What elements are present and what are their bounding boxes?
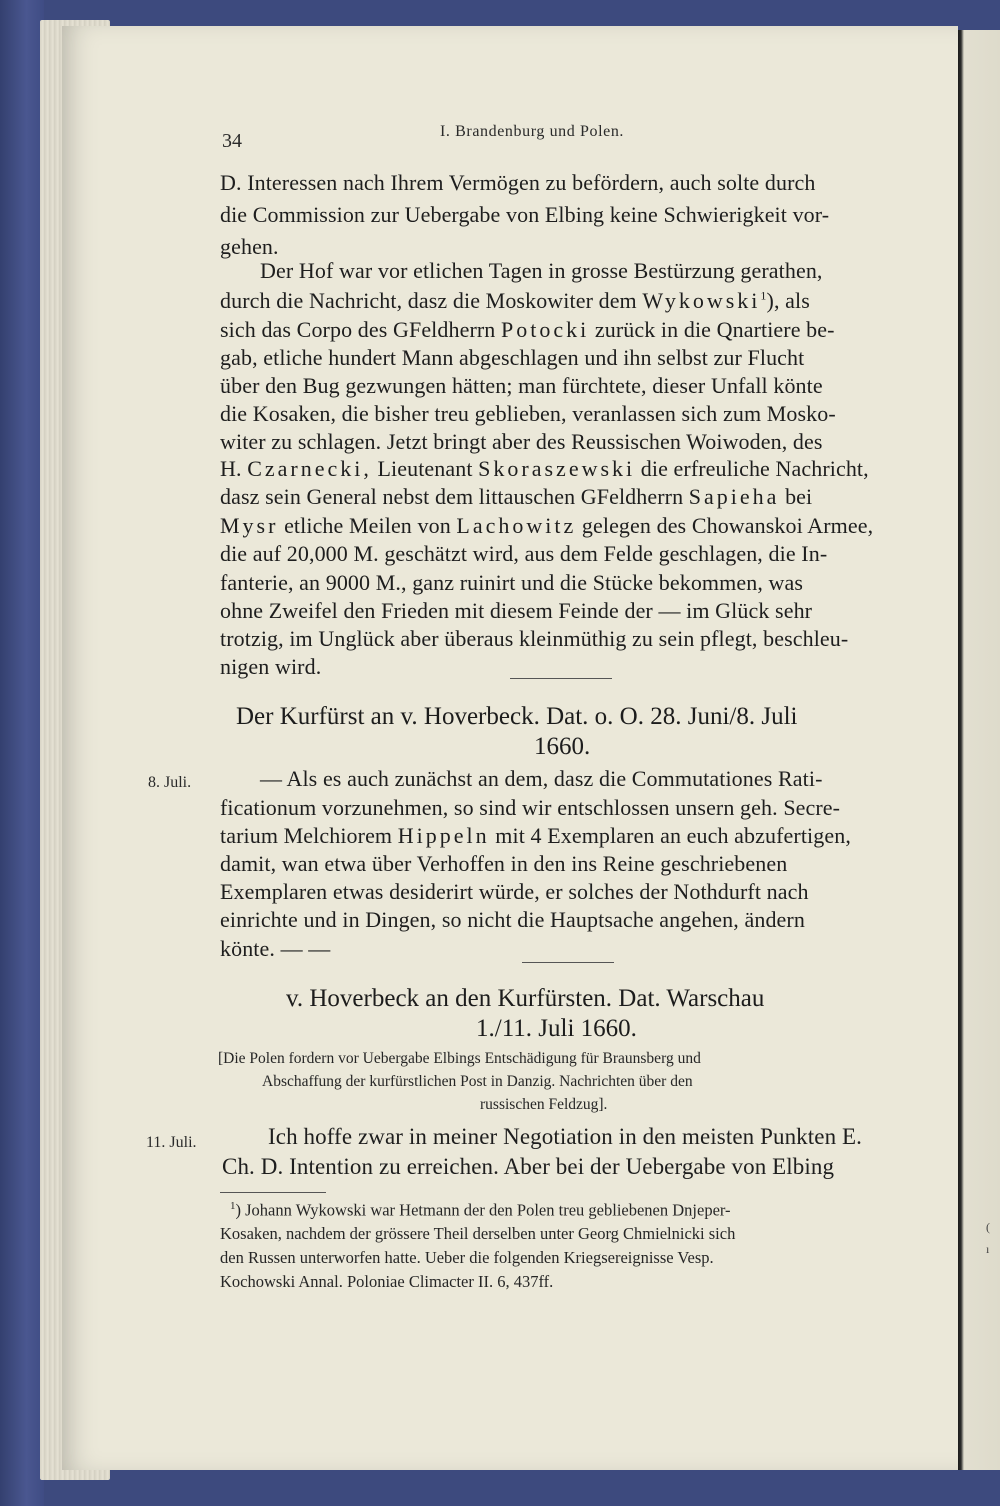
text-line: fanterie, an 9000 M., ganz ruinirt und die Stücke bekommen, was bbox=[220, 570, 804, 595]
text-line: könte. — — bbox=[220, 936, 331, 961]
text-line: gehen. bbox=[220, 234, 279, 259]
text-run: tarium Melchiorem bbox=[220, 823, 393, 848]
section-title: v. Hoverbeck an den Kurfürsten. Dat. Warschau bbox=[286, 985, 765, 1012]
footnote-line: den Russen unterworfen hatte. Ueber die folgenden Kriegsereignisse Vesp. bbox=[220, 1248, 714, 1267]
text-run: ) Johann Wykowski war Hetmann der den Polen treu gebliebenen Dnjeper- bbox=[235, 1200, 731, 1220]
text-run: bei bbox=[785, 484, 813, 509]
adjacent-page-fragment: ( bbox=[986, 1220, 990, 1234]
adjacent-page-fragment: ı bbox=[986, 1242, 990, 1256]
text-line: damit, wan etwa über Verhoffen in den ins Reine geschriebenen bbox=[220, 851, 788, 876]
text-run: etliche Meilen von bbox=[284, 513, 451, 538]
text-line bbox=[220, 513, 873, 539]
text-run: Lieutenant bbox=[377, 456, 473, 481]
person-name: Skoraszewski bbox=[478, 456, 636, 481]
section-title: 1660. bbox=[534, 733, 591, 760]
text-run: gelegen des Chowanskoi Armee, bbox=[581, 513, 874, 538]
book-cover-edge bbox=[0, 0, 44, 1506]
text-line: Der Hof war vor etlichen Tagen in grosse Bestürzung gerathen, bbox=[260, 258, 823, 283]
section-title: Der Kurfürst an v. Hoverbeck. Dat. o. O. 28. Juni/8. Juli bbox=[236, 703, 798, 730]
text-run: zurück in die Qnartiere be- bbox=[594, 317, 835, 342]
text-line: einrichte und in Dingen, so nicht die Hauptsache angehen, ändern bbox=[220, 907, 805, 932]
place-name: Lachowitz bbox=[456, 513, 577, 538]
footnote-marker: 1 bbox=[230, 1200, 236, 1212]
text-line: Exemplaren etwas desiderirt würde, er solches der Nothdurft nach bbox=[220, 879, 809, 904]
footnote-ref: 1 bbox=[760, 288, 767, 303]
summary-line: [Die Polen fordern vor Uebergabe Elbings Entschädigung für Braunsberg und bbox=[218, 1050, 701, 1067]
text-line: witer zu schlagen. Jetzt bringt aber des Reussischen Woiwoden, des bbox=[220, 429, 823, 454]
text-run: ), als bbox=[766, 288, 810, 313]
text-line bbox=[220, 484, 812, 510]
text-line: ohne Zweifel den Frieden mit diesem Feinde der — im Glück sehr bbox=[220, 598, 813, 623]
running-title: I. Brandenburg und Polen. bbox=[440, 123, 625, 140]
adjacent-page-edge bbox=[958, 30, 1000, 1470]
text-line: nigen wird. bbox=[220, 654, 322, 679]
person-name: Potocki bbox=[501, 317, 590, 342]
text-line bbox=[220, 317, 835, 343]
person-name: Sapieha bbox=[688, 484, 780, 509]
footnote-line bbox=[230, 1200, 731, 1221]
text-line: D. Interessen nach Ihrem Vermögen zu befördern, auch solte durch bbox=[220, 170, 816, 195]
footnote-line: Kosaken, nachdem der grössere Theil derselben unter Georg Chmielnicki sich bbox=[220, 1224, 736, 1243]
text-line: trotzig, im Unglück aber überaus kleinmüthig zu sein pflegt, beschleu- bbox=[220, 626, 849, 651]
person-name: Czarnecki, bbox=[247, 456, 372, 481]
text-run: mit 4 Exemplaren an euch abzufertigen, bbox=[495, 823, 851, 848]
text-line bbox=[220, 288, 810, 314]
text-run: dasz sein General nebst dem littauschen GFeldherrn bbox=[220, 484, 684, 509]
text-line: die Kosaken, die bisher treu geblieben, veranlassen sich zum Mosko- bbox=[220, 401, 836, 426]
text-line: die Commission zur Uebergabe von Elbing keine Schwierigkeit vor- bbox=[220, 202, 830, 227]
text-run: durch die Nachricht, dasz die Moskowiter dem bbox=[220, 288, 637, 313]
summary-line: Abschaffung der kurfürstlichen Post in Danzig. Nachrichten über den bbox=[262, 1073, 693, 1090]
text-line: die auf 20,000 M. geschätzt wird, aus dem Felde geschlagen, die In- bbox=[220, 541, 828, 566]
page-number: 34 bbox=[222, 130, 242, 152]
margin-date: 8. Juli. bbox=[148, 774, 192, 791]
footnote-line: Kochowski Annal. Poloniae Climacter II. 6, 437ff. bbox=[220, 1272, 554, 1291]
summary-line: russischen Feldzug]. bbox=[480, 1096, 608, 1113]
text-line bbox=[220, 456, 869, 482]
text-line: über den Bug gezwungen hätten; man fürchtete, dieser Unfall könte bbox=[220, 373, 823, 398]
person-name: Wykowski bbox=[642, 288, 761, 313]
section-divider bbox=[522, 962, 614, 963]
section-title: 1./11. Juli 1660. bbox=[476, 1015, 637, 1042]
text-run: H. bbox=[220, 456, 242, 481]
text-line bbox=[220, 823, 851, 849]
text-line: ficationum vorzunehmen, so sind wir entschlossen unsern geh. Secre- bbox=[220, 795, 841, 820]
footnote-divider bbox=[220, 1192, 326, 1193]
margin-date: 11. Juli. bbox=[146, 1134, 197, 1151]
text-line: Ch. D. Intention zu erreichen. Aber bei der Uebergabe von Elbing bbox=[222, 1154, 835, 1179]
text-run: sich das Corpo des GFeldherrn bbox=[220, 317, 496, 342]
section-divider bbox=[510, 678, 612, 679]
text-run: die erfreuliche Nachricht, bbox=[640, 456, 869, 481]
text-line: Ich hoffe zwar in meiner Negotiation in den meisten Punkten E. bbox=[268, 1124, 863, 1149]
person-name: Hippeln bbox=[397, 823, 490, 848]
text-line: gab, etliche hundert Mann abgeschlagen und ihn selbst zur Flucht bbox=[220, 345, 805, 370]
place-name: Mysr bbox=[220, 513, 279, 538]
text-line: — Als es auch zunächst an dem, dasz die Commutationes Rati- bbox=[260, 766, 823, 791]
